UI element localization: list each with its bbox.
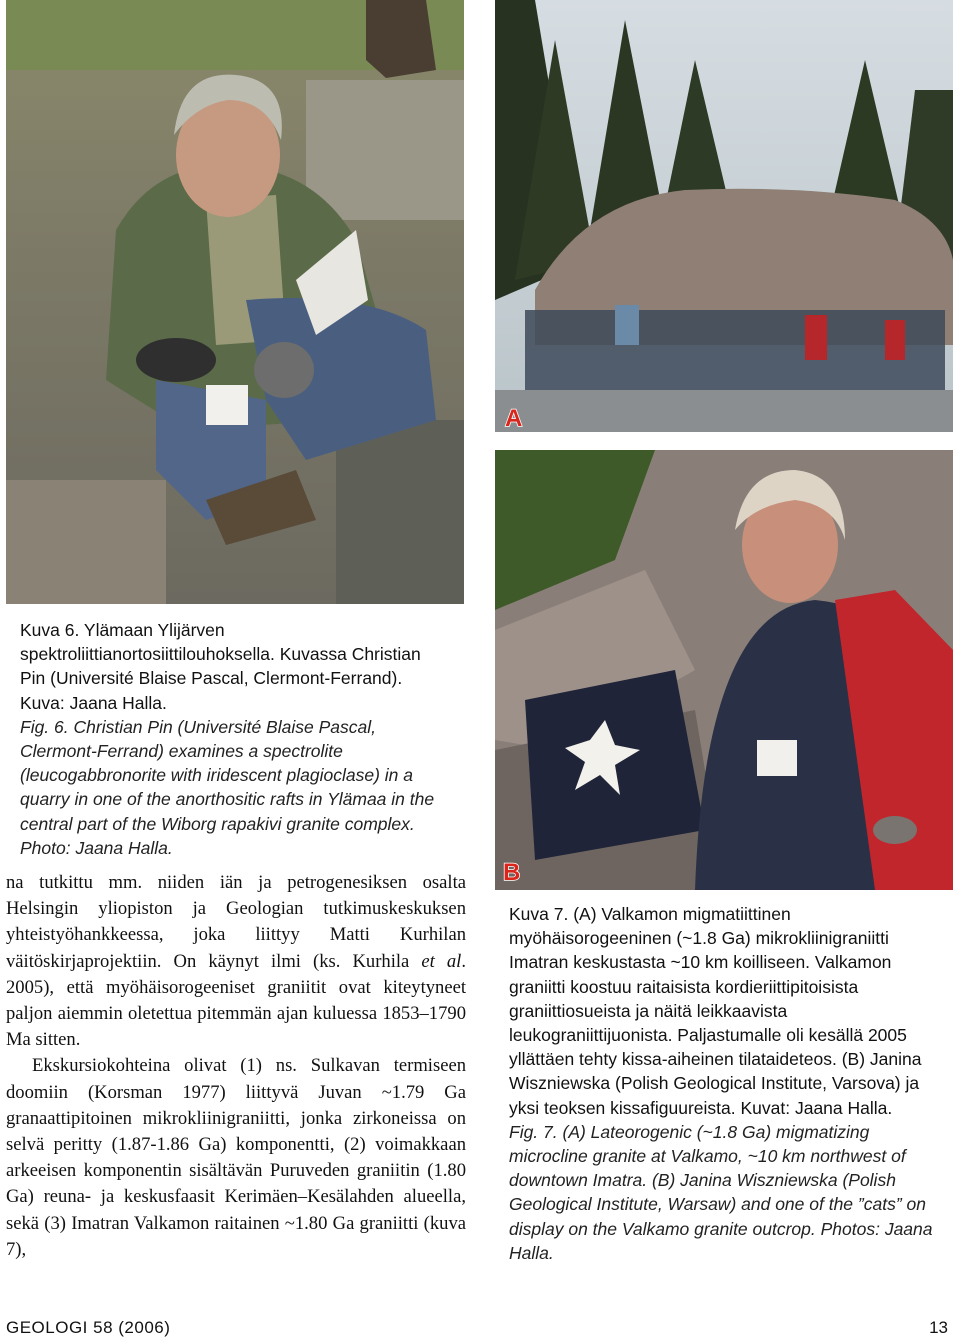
- figure-6-caption: [20, 618, 450, 860]
- page-number: 13: [929, 1318, 948, 1337]
- article-body-text: [6, 870, 466, 1263]
- body-paragraph: [6, 870, 466, 1053]
- journal-footer: GEOLOGI 58 (2006): [6, 1318, 171, 1337]
- figure-7-caption: [509, 902, 949, 1265]
- photo-christian-pin-quarry: [6, 0, 464, 604]
- photo-valkamo-outcrop-group: [495, 0, 953, 432]
- figure-7-caption-finnish: Kuva 7. (A) Valkamon migmatiittinen myöhäisorogeeninen (~1.8 Ga) mikrokliinigraniitti Imatran keskustasta ~10 km koilliseen. Valkamon graniitti koostuu raitaisista kordieriittipitoisista graniittiosueista ja näitä leikkaavista leukograniittijuonista. Paljastumalle oli kesällä 2005 yllättäen tehty kissa-aiheinen tilataideteos. (B) Janina Wiszniewska (Polish Geological Institute, Varsova) ja yksi teoksen kissafiguureista. Kuvat: Jaana Halla.: [509, 904, 922, 1118]
- body-paragraph: Ekskursiokohteina olivat (1) ns. Sulkavan termiseen doomiin (Korsman 1977) liittyvä Juvan ~1.79 Ga granaattipitoinen mikrokliinigraniitti, jonka zirkoneissa on selvä peritty (1.87-1.86 Ga) komponentti, (2) voimakkaan arkeeisen komponentin sisältävän Puruveden graniitin (1.80 Ga) reuna- ja keskusfaasit Kerimäen–Kesälahden alueella, sekä (3) Imatran Valkamon raitainen ~1.80 Ga graniitti (kuva 7),: [6, 1055, 466, 1260]
- body-text-span: na tutkittu mm. niiden iän ja petrogenesiksen osalta Helsingin yliopiston ja Geologian tutkimuskeskuksen yhteistyöhankkeessa, joka liittyy Matti Kurhilan väitöskirjaprojektiin. On käynyt ilmi (ks. Kurhila: [6, 872, 466, 972]
- figure-6-caption-finnish: Kuva 6. Ylämaan Ylijärven spektroliittianortosiittilouhoksella. Kuvassa Christian Pin (Université Blaise Pascal, Clermont-Ferrand). Kuva: Jaana Halla.: [20, 620, 421, 713]
- figure-6-caption-english: Fig. 6. Christian Pin (Université Blaise Pascal, Clermont-Ferrand) examines a spectrolite (leucogabbronorite with iridescent plagioclase) in a quarry in one of the anorthositic rafts in Ylämaa in the central part of the Wiborg rapakivi granite complex. Photo: Jaana Halla.: [20, 716, 435, 858]
- photo-label-b: B: [503, 859, 521, 886]
- body-text-span: . 2005), että myöhäisorogeeniset graniitit ovat kiteytyneet paljon aiemmin oletettua pitemmän ajan kuluessa 1853–1790 Ma sitten.: [6, 950, 466, 1051]
- et-al-italic: et al: [421, 950, 462, 972]
- figure-7-caption-english: Fig. 7. (A) Lateorogenic (~1.8 Ga) migmatizing microcline granite at Valkamo, ~10 km northwest of downtown Imatra. (B) Janina Wiszniewska (Polish Geological Institute, Warsaw) and one of the ”cats” on display on the Valkamo granite outcrop. Photos: Jaana Halla.: [509, 1121, 933, 1263]
- photo-janina-wiszniewska-cat: [495, 450, 953, 890]
- photo-label-a: A: [505, 405, 523, 432]
